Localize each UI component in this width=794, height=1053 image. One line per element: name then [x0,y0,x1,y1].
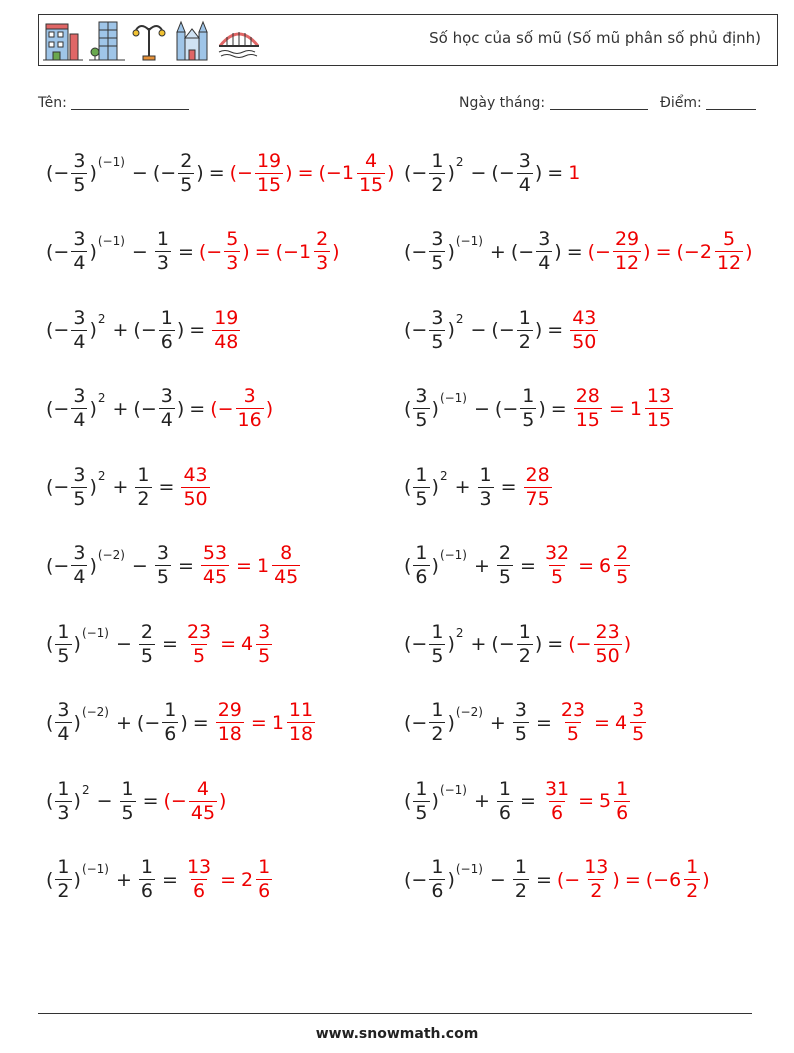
problem-item: (− $\frac{3}{5}$ ) (−1) + (− $\frac{3}{4}$ ) = (− $\frac{29}{12}$ ) = (− 2 $\frac{5}{12}$ ) [404,228,753,274]
problem-item: (− $\frac{1}{2}$ ) 2 − (− $\frac{3}{4}$ ) = 1 [404,149,581,196]
name-field [38,95,189,111]
problem-row [46,533,766,612]
header-box [38,14,778,66]
problem-row [46,690,766,769]
problem-item: (− $\frac{3}{5}$ ) 2 − (− $\frac{1}{2}$ ) = $\frac{43}{50}$ [404,297,600,363]
footer-url: www.snowmath.com [315,1026,479,1042]
header-icons [43,18,261,64]
answer: (− $\frac{29}{12}$ ) = (− 2 $\frac{5}{12}$ ) [587,228,753,274]
problem-item: ( $\frac{1}{2}$ ) (−1) + $\frac{1}{6}$ = $\frac{13}{6}$ = 2 $\frac{1}{6}$ [46,847,274,913]
answer: $\frac{43}{50}$ [572,306,597,353]
page-title: Số học của số mũ (Số mũ phân số phủ định) [429,29,761,47]
building-icon [43,18,83,64]
problem-item: (− $\frac{1}{2}$ ) (−2) + $\frac{3}{5}$ = $\frac{23}{5}$ = 4 $\frac{3}{5}$ [404,690,648,756]
answer: $\frac{28}{75}$ [525,463,550,510]
answer: $\frac{23}{5}$ = 4 $\frac{3}{5}$ [560,699,645,745]
date-label: Ngày tháng: [459,95,546,111]
answer: $\frac{28}{15}$ = 1 $\frac{13}{15}$ [575,385,672,431]
problem-item: (− $\frac{1}{6}$ ) (−1) − $\frac{1}{2}$ = (− $\frac{13}{2}$ ) = (− 6 $\frac{1}{2}$ ) [404,856,710,902]
answer: $\frac{43}{50}$ [183,463,208,510]
problem-row [46,140,766,219]
problem-row [46,847,766,926]
problem-row [46,611,766,690]
problem-row [46,219,766,298]
answer: (− $\frac{5}{3}$ ) = (− 1 $\frac{2}{3}$ ) [198,228,340,274]
problem-row [46,768,766,847]
problem-item: ( $\frac{1}{5}$ ) (−1) − $\frac{2}{5}$ = $\frac{23}{5}$ = 4 $\frac{3}{5}$ [46,611,274,677]
answer: 1 [568,162,581,184]
answer: (− $\frac{3}{16}$ ) [210,385,274,431]
church-icon [173,18,211,64]
date-score-field [459,95,756,111]
answer: $\frac{32}{5}$ = 6 $\frac{2}{5}$ [544,542,629,588]
problem-item: ( $\frac{1}{6}$ ) (−1) + $\frac{2}{5}$ = $\frac{32}{5}$ = 6 $\frac{2}{5}$ [404,533,632,599]
problem-item: ( $\frac{3}{4}$ ) (−2) + (− $\frac{1}{6}$ ) = $\frac{29}{18}$ = 1 $\frac{11}{18}$ [46,690,317,756]
problem-grid [46,140,766,925]
problem-item: (− $\frac{3}{4}$ ) (−2) − $\frac{3}{5}$ = $\frac{53}{45}$ = 1 $\frac{8}{45}$ [46,533,302,599]
answer: (− $\frac{23}{50}$ ) [568,620,632,667]
answer: $\frac{19}{48}$ [214,306,239,353]
problem-row [46,454,766,533]
problem-row [46,297,766,376]
bridge-icon [217,18,261,64]
street-lamp-icon [131,18,167,64]
name-label: Tên: [38,95,67,111]
problem-item: (− $\frac{3}{4}$ ) 2 + (− $\frac{3}{4}$ ) = (− $\frac{3}{16}$ ) [46,385,274,431]
problem-item: (− $\frac{3}{5}$ ) (−1) − (− $\frac{2}{5}$ ) = (− $\frac{19}{15}$ ) = (− 1 $\frac{4}{15}$ ) [46,149,395,196]
problem-item: ( $\frac{1}{3}$ ) 2 − $\frac{1}{5}$ = (− $\frac{4}{45}$ ) [46,777,227,824]
problem-item: ( $\frac{3}{5}$ ) (−1) − (− $\frac{1}{5}$ ) = $\frac{28}{15}$ = 1 $\frac{13}{15}$ [404,376,675,442]
problem-item: (− $\frac{3}{5}$ ) 2 + $\frac{1}{2}$ = $\frac{43}{50}$ [46,454,212,520]
footer-divider [38,1013,752,1014]
answer: (− $\frac{4}{45}$ ) [163,777,227,824]
answer: (− $\frac{19}{15}$ ) = (− 1 $\frac{4}{15}$ ) [229,149,395,196]
answer: (− $\frac{13}{2}$ ) = (− 6 $\frac{1}{2}$ ) [556,856,710,902]
answer: $\frac{29}{18}$ = 1 $\frac{11}{18}$ [217,699,314,745]
score-label: Điểm: [660,95,702,111]
answer: $\frac{13}{6}$ = 2 $\frac{1}{6}$ [186,856,271,902]
answer: $\frac{53}{45}$ = 1 $\frac{8}{45}$ [202,542,299,588]
answer: $\frac{23}{5}$ = 4 $\frac{3}{5}$ [186,620,271,667]
problem-item: ( $\frac{1}{5}$ ) 2 + $\frac{1}{3}$ = $\frac{28}{75}$ [404,454,554,520]
answer: $\frac{31}{6}$ = 5 $\frac{1}{6}$ [544,777,629,824]
problem-item: (− $\frac{3}{4}$ ) (−1) − $\frac{1}{3}$ = (− $\frac{5}{3}$ ) = (− 1 $\frac{2}{3}$ ) [46,228,340,274]
score-blank[interactable] [706,95,756,110]
problem-item: (− $\frac{1}{5}$ ) 2 + (− $\frac{1}{2}$ ) = (− $\frac{23}{50}$ ) [404,620,632,667]
problem-item: ( $\frac{1}{5}$ ) (−1) + $\frac{1}{6}$ = $\frac{31}{6}$ = 5 $\frac{1}{6}$ [404,768,632,834]
date-blank[interactable] [550,95,648,110]
name-blank[interactable] [71,95,189,110]
problem-item: (− $\frac{3}{4}$ ) 2 + (− $\frac{1}{6}$ ) = $\frac{19}{48}$ [46,297,242,363]
problem-row [46,376,766,455]
tower-icon [89,18,125,64]
